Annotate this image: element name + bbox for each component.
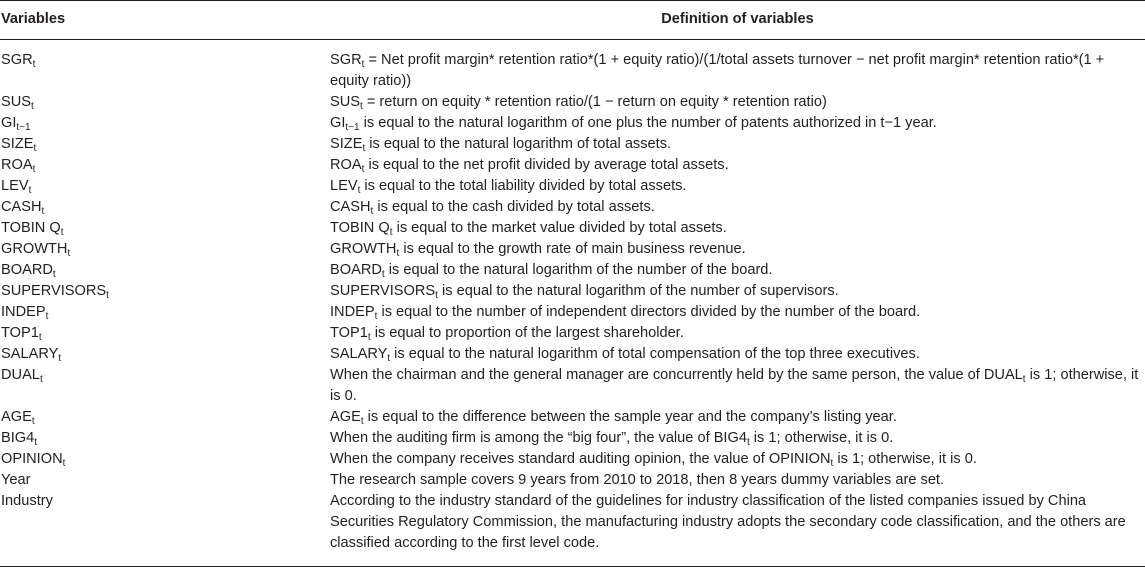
header-definition: Definition of variables (330, 1, 1145, 40)
variable-name-cell (0, 344, 330, 365)
variable-subscript: t (41, 206, 45, 217)
definition-text: TOP1 (330, 325, 368, 341)
variable-name: AGE (1, 409, 32, 425)
variable-name: TOBIN Q (1, 220, 61, 236)
definition-text: is equal to the growth rate of main business revenue. (399, 241, 746, 257)
definition-subscript: t (389, 227, 393, 238)
variable-name-cell (0, 113, 330, 134)
variable-subscript: t (45, 311, 49, 322)
definition-subscript: t (360, 416, 364, 427)
table-row (0, 113, 1145, 134)
definition-subscript: t (381, 269, 385, 280)
table-row (0, 40, 1145, 93)
definition-text: is equal to the number of independent directors divided by the number of the board. (377, 304, 921, 320)
definition-subscript: t (396, 248, 400, 259)
variable-name-cell (0, 365, 330, 407)
variable-name: CASH (1, 199, 42, 215)
table-row (0, 155, 1145, 176)
variable-name: Industry (1, 493, 53, 509)
variable-definition-cell (330, 134, 1145, 155)
variable-definition-cell (330, 176, 1145, 197)
table-row (0, 407, 1145, 428)
table-row (0, 239, 1145, 260)
variable-name-cell (0, 239, 330, 260)
definition-subscript: t (1022, 374, 1026, 385)
variable-subscript: t (106, 290, 109, 301)
variable-name-cell (0, 449, 330, 470)
variable-definition-cell (330, 365, 1145, 407)
table-row (0, 344, 1145, 365)
table-row (0, 470, 1145, 491)
variable-subscript: t (32, 59, 36, 70)
definition-subscript: t (367, 332, 371, 343)
variable-definition-cell (330, 40, 1145, 93)
definition-subscript: t−1 (345, 122, 360, 133)
variable-name: OPINION (1, 451, 63, 467)
table-row (0, 281, 1145, 302)
table-row (0, 134, 1145, 155)
definition-text: is equal to the natural logarithm of total assets. (365, 136, 672, 152)
table-header (0, 1, 1145, 40)
definition-subscript: t (357, 185, 361, 196)
variable-definition-cell (330, 197, 1145, 218)
definition-subscript: t (361, 59, 365, 70)
variable-definition-cell (330, 491, 1145, 567)
header-row (0, 1, 1145, 40)
variable-definition-cell (330, 260, 1145, 281)
definition-text: SIZE (330, 136, 363, 152)
variable-name: TOP1 (1, 325, 39, 341)
variable-definition-cell (330, 302, 1145, 323)
definition-text: is equal to the natural logarithm of total compensation of the top three executives. (390, 346, 920, 362)
table-row (0, 92, 1145, 113)
definition-text: AGE (330, 409, 361, 425)
definition-subscript: t (387, 353, 391, 364)
definition-subscript: t (746, 437, 750, 448)
table-row (0, 365, 1145, 407)
variable-name: Year (1, 472, 31, 488)
variable-definition-cell (330, 449, 1145, 470)
variable-name-cell (0, 92, 330, 113)
variable-definition-cell (330, 155, 1145, 176)
variable-subscript: t (31, 101, 34, 112)
definition-text: BOARD (330, 262, 382, 278)
variable-subscript: t (52, 269, 56, 280)
definition-text: is equal to proportion of the largest shareholder. (370, 325, 684, 341)
variable-name-cell (0, 134, 330, 155)
variable-name: SUS (1, 94, 32, 110)
variable-name: ROA (1, 157, 33, 173)
definition-subscript: t (360, 101, 363, 112)
definition-text: SGR (330, 52, 362, 68)
variable-definition-cell (330, 281, 1145, 302)
variable-name: DUAL (1, 367, 40, 383)
variable-subscript: t (60, 227, 64, 238)
definition-text: SUPERVISORS (330, 283, 436, 299)
variable-subscript: t (58, 353, 62, 364)
variable-subscript: t (62, 458, 66, 469)
table-row (0, 197, 1145, 218)
definition-text: According to the industry standard of the guidelines for industry classification of the listed companies issued by China Securities Regulatory Commission, the manufacturing industry adopts the secondary code classification, and the others are classified according to the first level code. (330, 493, 1126, 551)
variable-subscript: t (34, 437, 38, 448)
variable-definition-cell (330, 113, 1145, 134)
variable-name-cell (0, 260, 330, 281)
definition-text: is equal to the natural logarithm of the number of the board. (384, 262, 773, 278)
variable-subscript: t (28, 185, 32, 196)
definition-text: SALARY (330, 346, 388, 362)
variable-name: LEV (1, 178, 29, 194)
definition-text: GROWTH (330, 241, 397, 257)
definition-text: is equal to the difference between the sample year and the company’s listing year. (363, 409, 897, 425)
definition-text: = return on equity * retention ratio/(1 − return on equity * retention ratio) (362, 94, 827, 110)
variable-name: GI (1, 115, 17, 131)
definition-text: The research sample covers 9 years from 2010 to 2018, then 8 years dummy variables are set. (330, 472, 945, 488)
variable-name-cell (0, 218, 330, 239)
variable-name: BOARD (1, 262, 53, 278)
definition-text: is equal to the natural logarithm of the number of supervisors. (437, 283, 839, 299)
definition-text: is equal to the total liability divided by total assets. (360, 178, 687, 194)
definition-text: When the chairman and the general manager are concurrently held by the same person, the value of DUAL (330, 367, 1023, 383)
variable-name: BIG4 (1, 430, 35, 446)
variable-name-cell (0, 491, 330, 567)
variable-definition-cell (330, 428, 1145, 449)
variable-subscript: t (39, 374, 43, 385)
variable-name-cell (0, 40, 330, 93)
table-row (0, 428, 1145, 449)
definition-text: CASH (330, 199, 371, 215)
definition-subscript: t (370, 206, 374, 217)
variable-definition-cell (330, 323, 1145, 344)
variable-definition-cell (330, 470, 1145, 491)
definition-subscript: t (361, 164, 365, 175)
definition-text: is equal to the cash divided by total assets. (373, 199, 655, 215)
variable-definition-cell (330, 344, 1145, 365)
variable-name-cell (0, 281, 330, 302)
variable-definition-cell (330, 239, 1145, 260)
table-row (0, 218, 1145, 239)
variable-subscript: t (38, 332, 42, 343)
definition-text: is 1; otherwise, it is 0. (749, 430, 894, 446)
variable-subscript: t (32, 164, 36, 175)
definition-text: is equal to the market value divided by total assets. (392, 220, 727, 236)
variable-name-cell (0, 302, 330, 323)
definition-text: TOBIN Q (330, 220, 390, 236)
variable-subscript: t (67, 248, 71, 259)
table-row (0, 449, 1145, 470)
variable-name-cell (0, 323, 330, 344)
definition-text: SUS (330, 94, 361, 110)
definition-text: INDEP (330, 304, 375, 320)
definition-text: GI (330, 115, 346, 131)
definition-text: is 1; otherwise, it is 0. (833, 451, 977, 467)
variable-subscript: t (31, 416, 35, 427)
definition-text: = Net profit margin* retention ratio*(1 + equity ratio)/(1/total assets turnover − net profit margin* retention ratio*(1 + equity ratio)) (330, 52, 1105, 89)
variable-name-cell (0, 176, 330, 197)
variable-definition-cell (330, 92, 1145, 113)
definition-text: LEV (330, 178, 358, 194)
variable-name: SIZE (1, 136, 34, 152)
table-row (0, 491, 1145, 567)
definition-text: is equal to the natural logarithm of one plus the number of patents authorized in t−1 year. (359, 115, 937, 131)
table-body (0, 40, 1145, 567)
table-row (0, 323, 1145, 344)
header-variables: Variables (0, 1, 330, 40)
definition-text: is 1; otherwise, it is 0. (330, 367, 1139, 404)
variable-name: SALARY (1, 346, 59, 362)
variable-definition-cell (330, 407, 1145, 428)
definition-text: When the company receives standard auditing opinion, the value of OPINION (330, 451, 831, 467)
definition-text: ROA (330, 157, 362, 173)
variable-definition-cell (330, 218, 1145, 239)
table-row (0, 260, 1145, 281)
variable-name: GROWTH (1, 241, 68, 257)
variable-name-cell (0, 470, 330, 491)
variable-name-cell (0, 407, 330, 428)
variable-name: INDEP (1, 304, 46, 320)
variable-name-cell (0, 197, 330, 218)
definition-subscript: t (362, 143, 366, 154)
variable-name-cell (0, 428, 330, 449)
definition-subscript: t (374, 311, 378, 322)
table-row (0, 302, 1145, 323)
variable-name: SGR (1, 52, 33, 68)
variable-subscript: t (33, 143, 37, 154)
definition-text: When the auditing firm is among the “big four”, the value of BIG4 (330, 430, 747, 446)
variable-name-cell (0, 155, 330, 176)
variable-name: SUPERVISORS (1, 283, 107, 299)
definition-subscript: t (435, 290, 438, 301)
definition-text: is equal to the net profit divided by average total assets. (364, 157, 729, 173)
table-row (0, 176, 1145, 197)
variable-subscript: t−1 (16, 122, 31, 133)
definition-subscript: t (830, 458, 834, 469)
